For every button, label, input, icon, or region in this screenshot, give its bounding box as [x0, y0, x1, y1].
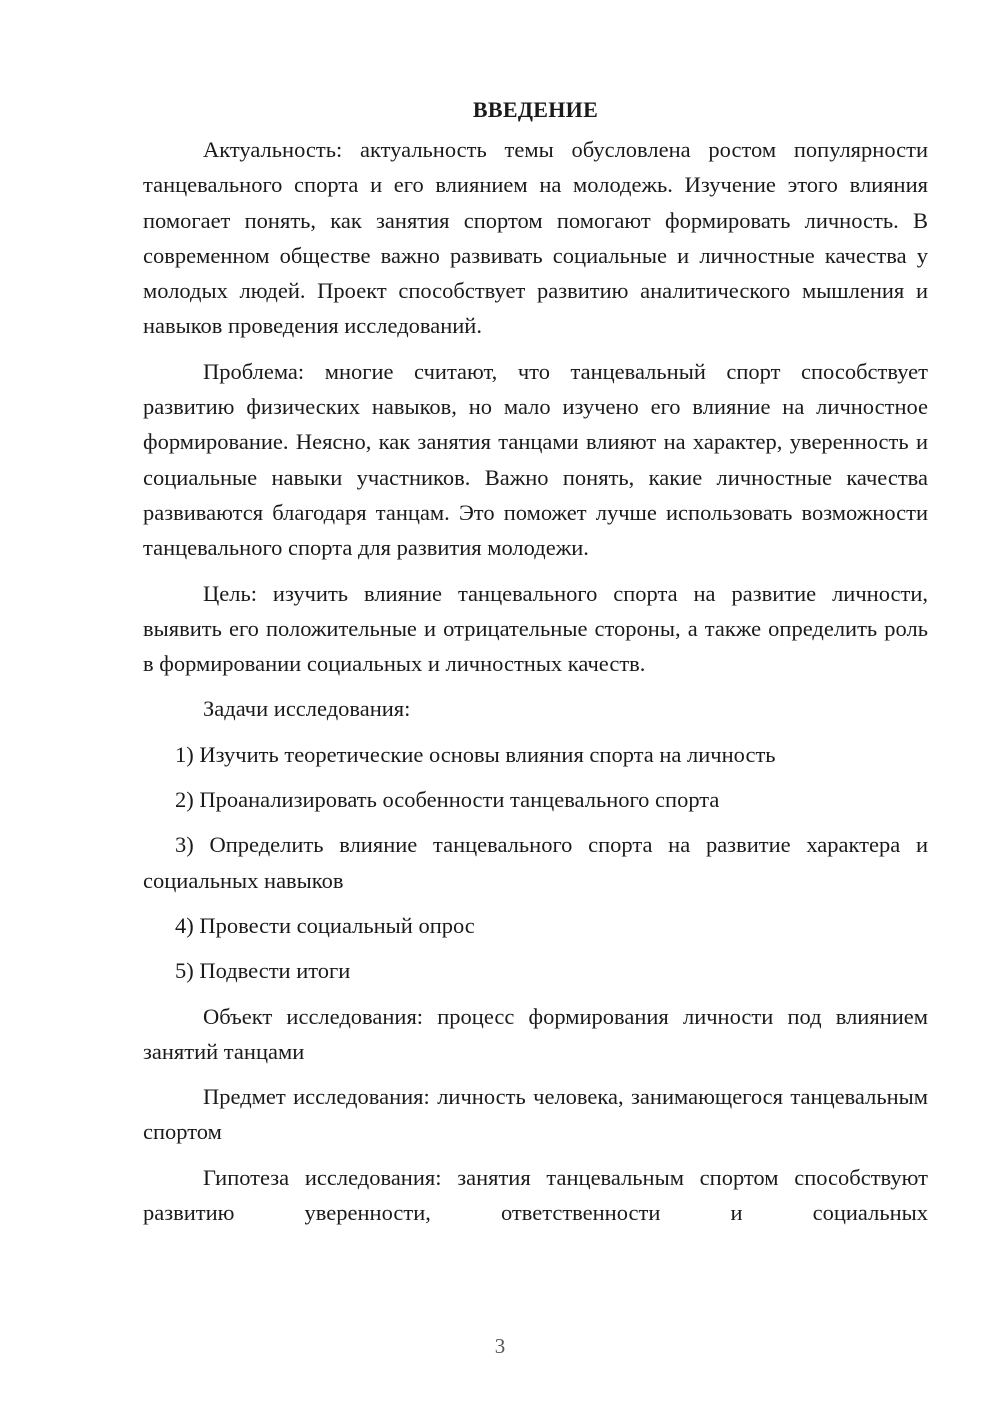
problem-paragraph: Проблема: многие считают, что танцевальный спорт способствует развитию физических навыков, но мало изучено его влияние на личностное формирование. Неясно, как занятия танцами влияют на характер, уверенность и социальные навыки участников. Важно понять, какие личностные качества развиваются благодаря танцам. Это поможет лучше использовать возможности танцевального спорта для развития молодежи. — [143, 358, 928, 561]
page-number: 3 — [494, 1334, 506, 1358]
subject-paragraph: Предмет исследования: личность человека, занимающегося танцевальным спортом — [143, 1084, 928, 1145]
task-item-2: 2) Проанализировать особенности танцевального спорта — [175, 787, 720, 813]
relevance-paragraph: Актуальность: актуальность темы обусловлена ростом популярности танцевального спорта и его влиянием на молодежь. Изучение этого влияния помогает понять, как занятия спортом помогают формировать личность. В современном обществе важно развивать социальные и личностные качества у молодых людей. Проект способствует развитию аналитического мышления и навыков проведения исследований. — [143, 137, 928, 339]
object-paragraph: Объект исследования: процесс формирования личности под влиянием занятий танцами — [143, 1003, 928, 1064]
task-item-5: 5) Подвести итоги — [175, 958, 351, 984]
section-heading: ВВЕДЕНИЕ — [472, 97, 599, 122]
hypothesis-paragraph: Гипотеза исследования: занятия танцевальным спортом способствуют развитию уверенности, ответственности и социальных — [143, 1164, 928, 1226]
document-page — [143, 92, 928, 1240]
tasks-title: Задачи исследования: — [203, 696, 411, 722]
goal-paragraph: Цель: изучить влияние танцевального спорта на развитие личности, выявить его положительные и отрицательные стороны, а также определить роль в формировании социальных и личностных качеств. — [143, 580, 928, 677]
task-item-1: 1) Изучить теоретические основы влияния спорта на личность — [175, 741, 776, 767]
task-item-4: 4) Провести социальный опрос — [175, 912, 475, 938]
task-item-3: 3) Определить влияние танцевального спорта на развитие характера и социальных навыков — [143, 832, 928, 893]
